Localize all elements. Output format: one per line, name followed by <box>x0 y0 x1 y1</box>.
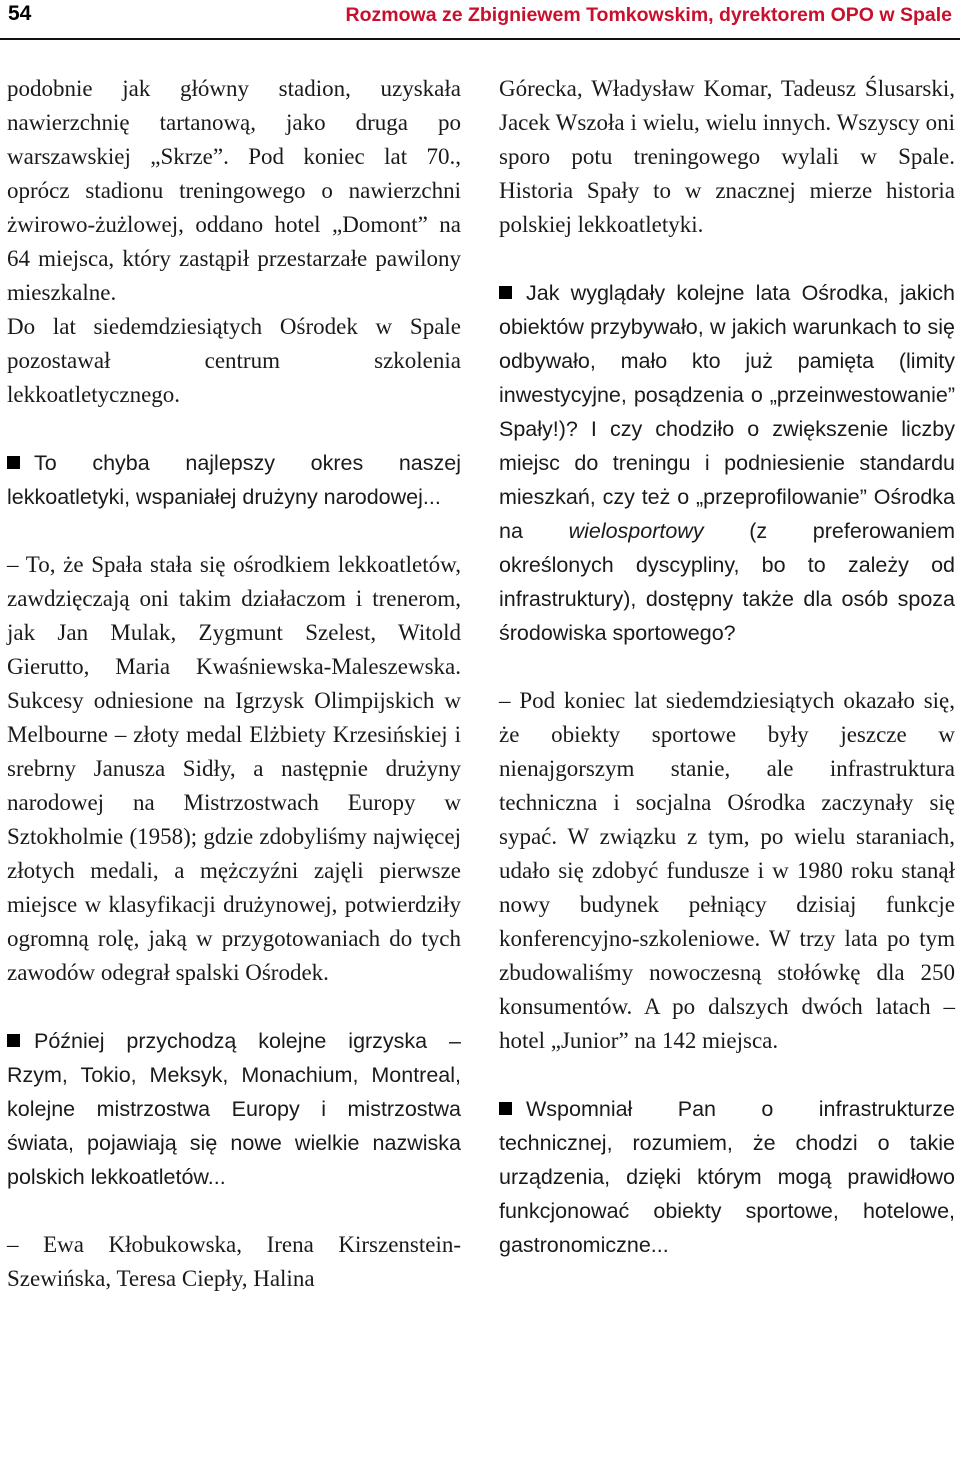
answer: – Pod koniec lat siedemdziesiątych okazało się, że obiekty sportowe były jeszcze w nienajgorszym stanie, ale infrastruktura techniczna i socjalna Ośrodka zaczynały się sypać. W związku z tym, po wielu staraniach, udało się zdobyć fundusze i w 1980 roku stanął nowy budynek pełniący dzisiaj funkcje konferencyjno-szkoleniowe. W trzy lata po tym zbudowaliśmy nowoczesną stołówkę dla 250 konsumentów. A po dalszych dwóch latach – hotel „Junior” na 142 miejsca. <box>499 688 955 1053</box>
question-emphasis: wielosportowy <box>568 519 704 543</box>
square-bullet-icon <box>7 1034 20 1047</box>
spacer <box>499 650 955 684</box>
question <box>7 1024 461 1194</box>
running-title: Rozmowa ze Zbigniewem Tomkowskim, dyrektorem OPO w Spale <box>345 4 952 26</box>
paragraph: Do lat siedemdziesiątych Ośrodek w Spale pozostawał centrum szkolenia lekkoatletycznego. <box>7 314 461 407</box>
answer: – To, że Spała stała się ośrodkiem lekkoatletów, zawdzięczają oni takim działaczom i trenerom, jak Jan Mulak, Zygmunt Szelest, Witold Gierutto, Maria Kwaśniewska-Maleszewska. Sukcesy odniesione na Igrzysk Olimpijskich w Melbourne – złoty medal Elżbiety Krzesińskiej i srebrny Janusza Sidły, a następnie drużyny narodowej na Mistrzostwach Europy w Sztokholmie (1958); gdzie zdobyliśmy najwięcej złotych medali, a mężczyźni zajęli pierwsze miejsce w klasyfikacji drużynowej, potwierdziły ogromną rolę, jaką w przygotowaniach do tych zawodów odegrał spalski Ośrodek. <box>7 552 461 985</box>
spacer <box>7 990 461 1024</box>
question-text: To chyba najlepszy okres naszej lekkoatletyki, wspaniałej drużyny narodowej... <box>7 451 461 509</box>
page-header <box>0 0 960 36</box>
square-bullet-icon <box>499 1102 512 1115</box>
spacer <box>7 412 461 446</box>
question <box>7 446 461 514</box>
question-text: Wspomniał Pan o infrastrukturze technicznej, rozumiem, że chodzi o takie urządzenia, dzięki którym mogą prawidłowo funkcjonować obiekty sportowe, hotelowe, gastronomiczne... <box>499 1097 955 1257</box>
spacer <box>499 242 955 276</box>
spacer <box>499 1058 955 1092</box>
left-column <box>7 72 461 1296</box>
question-text: (z preferowaniem określonych dyscypliny, bo to zależy od infrastruktury), dostępny także dla osób spoza środowiska sportowego? <box>499 519 955 645</box>
answer: – Ewa Kłobukowska, Irena Kirszenstein-Szewińska, Teresa Ciepły, Halina <box>7 1232 461 1291</box>
square-bullet-icon <box>499 286 512 299</box>
page-number: 54 <box>8 2 32 25</box>
question <box>499 1092 955 1262</box>
header-rule <box>0 38 960 40</box>
question-text: Jak wyglądały kolejne lata Ośrodka, jakich obiektów przybywało, w jakich warunkach to się odbywało, mało kto już pamięta (limity inwestycyjne, posądzenia o „przeinwestowanie” Spały!)? I czy chodziło o zwiększenie liczby miejsc do treningu i podniesienie standardu mieszkań, czy też o „przeprofilowanie” Ośrodka na <box>499 281 955 543</box>
paragraph: podobnie jak główny stadion, uzyskała nawierzchnię tartanową, jako druga po warszawskiej „Skrze”. Pod koniec lat 70., oprócz stadionu treningowego o nawierzchni żwirowo-żużlowej, oddano hotel „Domont” na 64 miejsca, który zastąpił przestarzałe pawilony mieszkalne. <box>7 76 461 305</box>
question-text: Później przychodzą kolejne igrzyska – Rzym, Tokio, Meksyk, Monachium, Montreal, kolejne mistrzostwa Europy i mistrzostwa świata, pojawiają się nowe wielkie nazwiska polskich lekkoatletów... <box>7 1029 461 1189</box>
answer-continued: Górecka, Władysław Komar, Tadeusz Ślusarski, Jacek Wszoła i wielu, wielu innych. Wszyscy oni sporo potu treningowego wylali w Spale. Historia Spały to w znacznej mierze historia polskiej lekkoatletyki. <box>499 76 955 237</box>
spacer <box>7 1194 461 1228</box>
question <box>499 276 955 650</box>
right-column <box>499 72 955 1262</box>
square-bullet-icon <box>7 456 20 469</box>
spacer <box>7 514 461 548</box>
